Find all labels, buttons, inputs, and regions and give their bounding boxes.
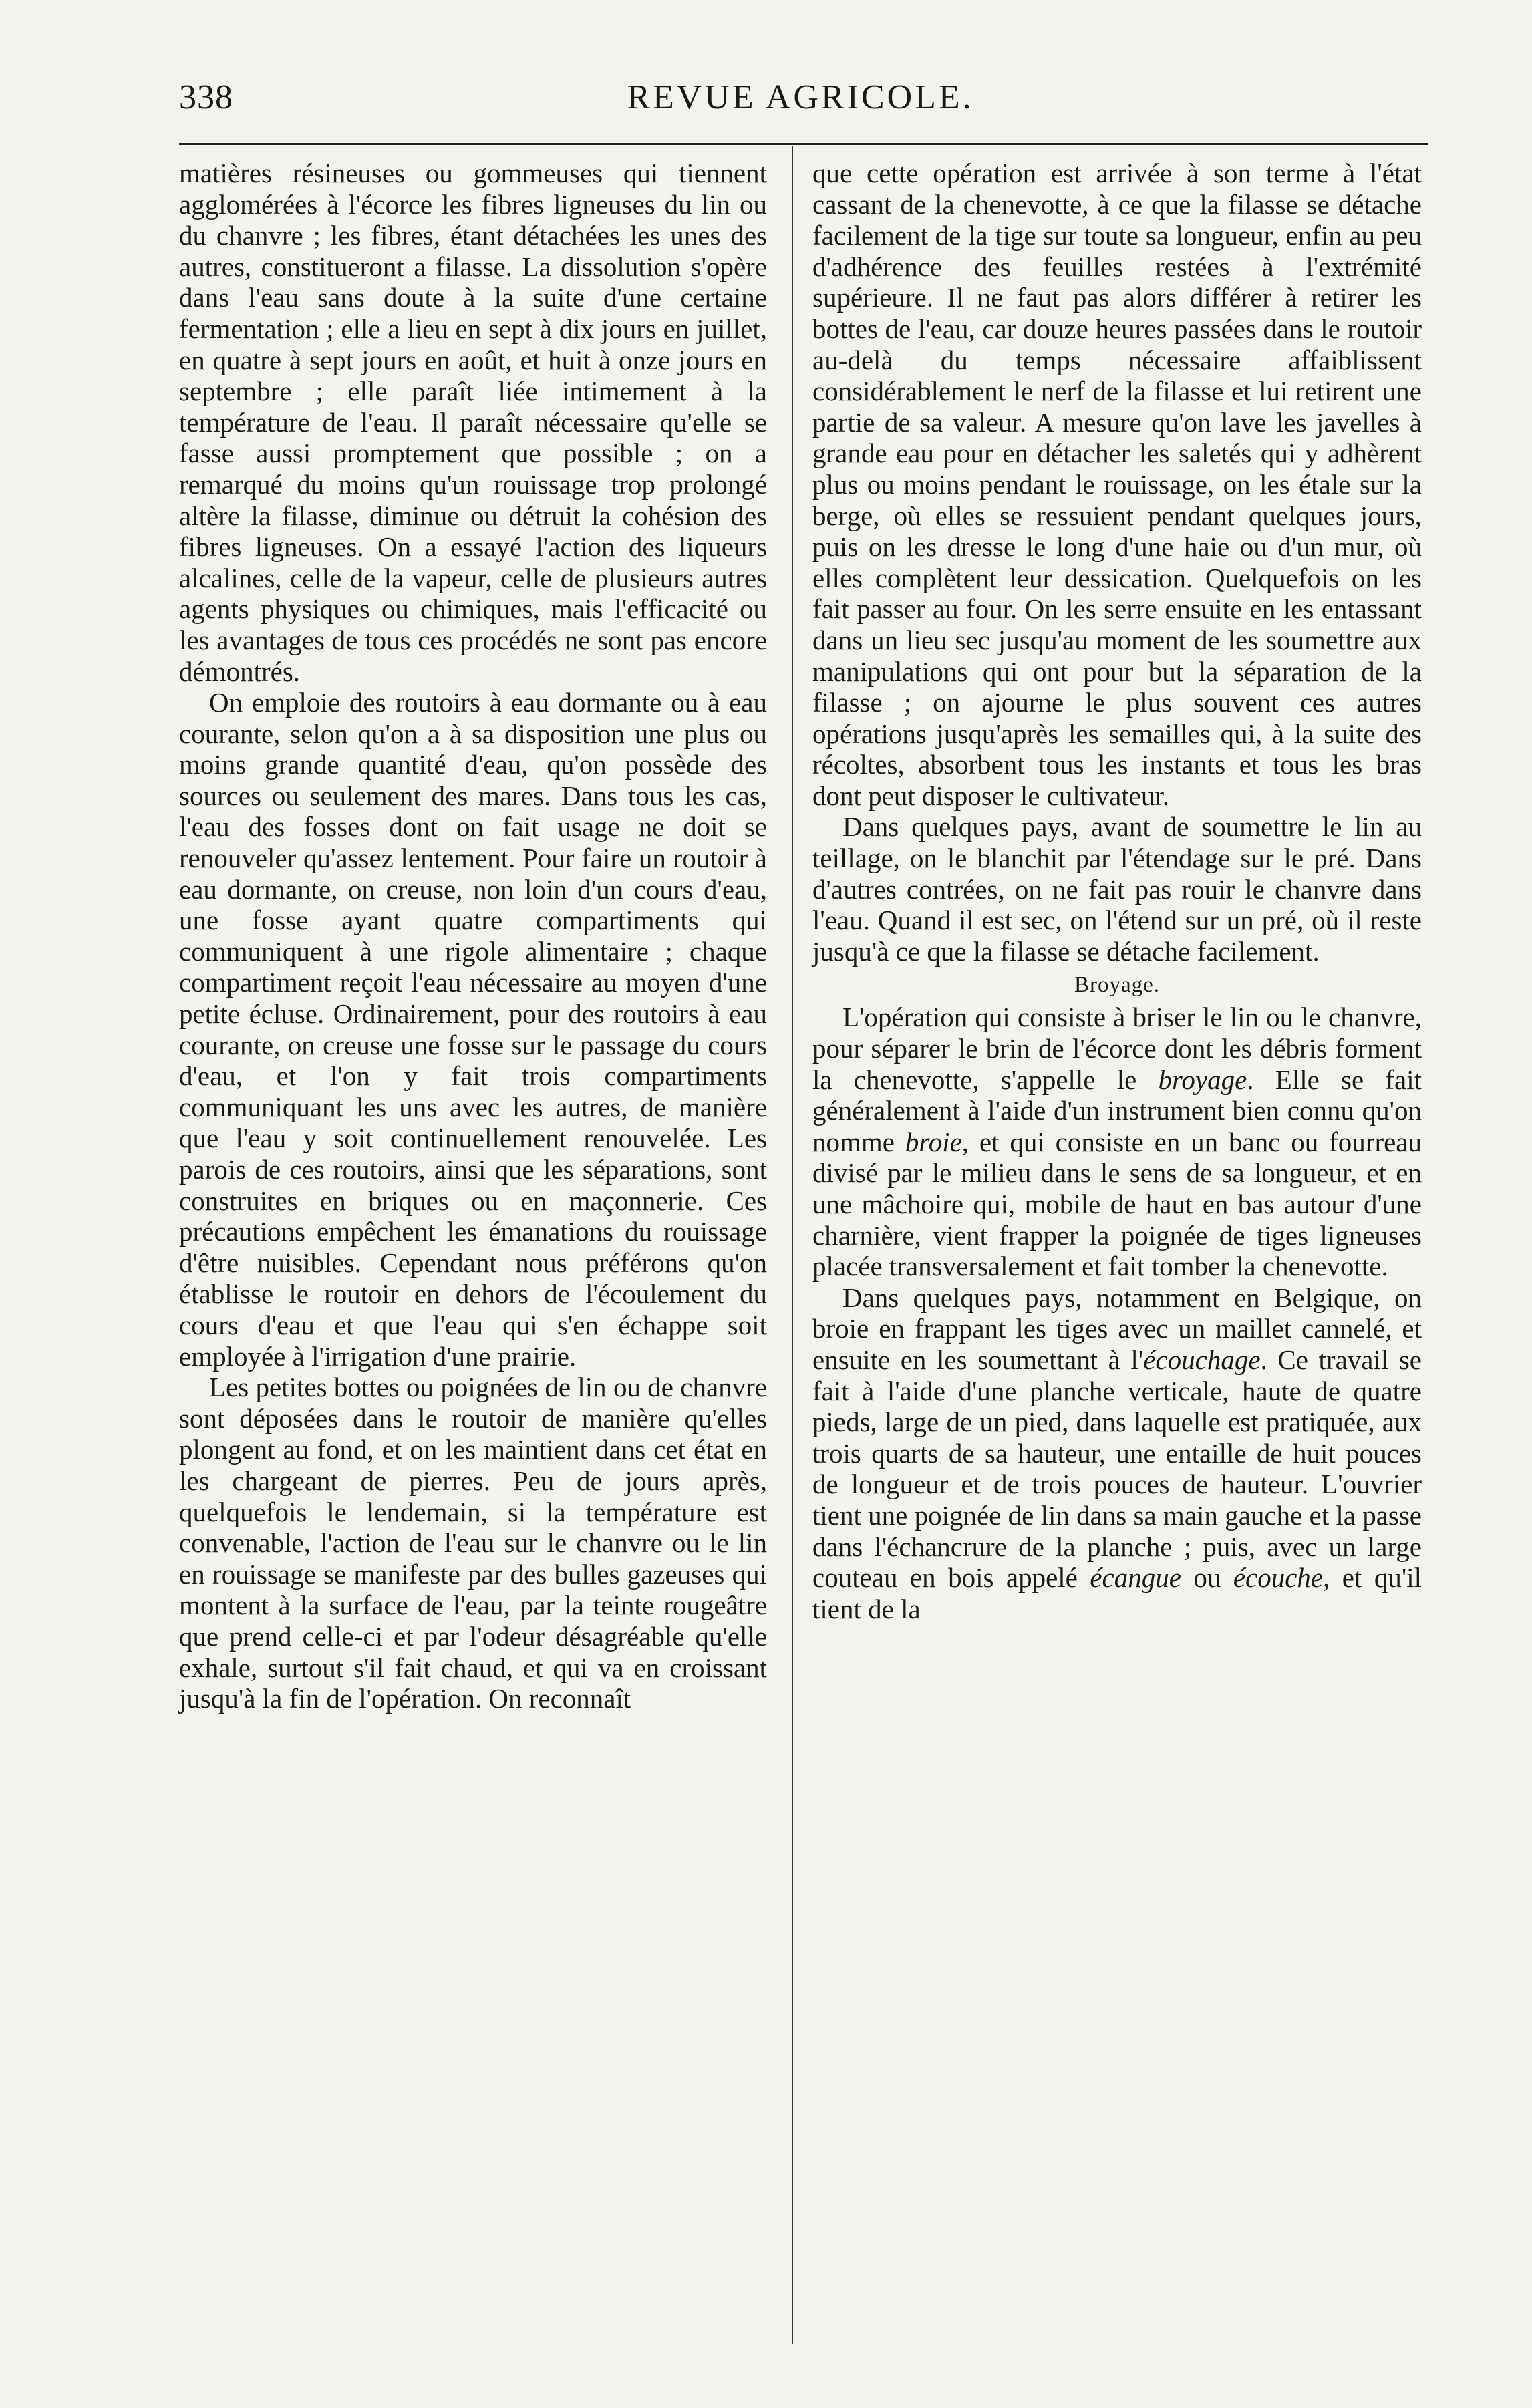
italic-term: écangue: [1090, 1562, 1181, 1594]
page-header: [172, 78, 1428, 138]
text-run: Dans quelques pays, notamment en Belgique, on broie en frappant les tiges avec un maillet cannelé, et ensuite en les soumettant à l': [812, 1282, 1422, 1375]
paragraph: que cette opération est arrivée à son terme à l'état cassant de la chenevotte, à ce que la filasse se détache facilement de la tige sur toute sa longueur, enfin au peu d'adhérence des feuilles restées à l'extrémité supérieure. Il ne faut pas alors différer à retirer les bottes de l'eau, car douze heures passées dans le routoir au-delà du temps nécessaire affaiblissent considérablement le nerf de la filasse et lui retirent une partie de sa valeur. A mesure qu'on lave les javelles à grande eau pour en détacher les saletés qui y adhèrent plus ou moins pendant le rouissage, on les étale sur la berge, où elles se ressuient pendant quelques jours, puis on les dresse le long d'une haie ou d'un mur, où elles complètent leur dessication. Quelquefois on les fait passer au four. On les serre ensuite en les entassant dans un lieu sec jusqu'au moment de les soumettre aux manipulations qui ont pour but la séparation de la filasse ; on ajourne le plus souvent ces autres opérations jusqu'après les semailles qui, à la suite des récoltes, absorbent tous les instants et tous les bras dont peut disposer le cultivateur.: [812, 158, 1422, 811]
page: [172, 64, 1428, 2363]
italic-term: broie: [905, 1126, 962, 1157]
paragraph: Dans quelques pays, avant de soumettre le lin au teillage, on le blanchit par l'étendage sur le pré. Dans d'autres contrées, on ne fait pas rouir le chanvre dans l'eau. Quand il est sec, on l'étend sur un pré, où il reste jusqu'à ce que la filasse se détache facilement.: [812, 811, 1422, 967]
paragraph: On emploie des routoirs à eau dormante ou à eau courante, selon qu'on a à sa disposition une plus ou moins grande quantité d'eau, qu'on possède des sources ou seulement des mares. Dans tous les cas, l'eau des fosses dont on fait usage ne doit se renouveler qu'assez lentement. Pour faire un routoir à eau dormante, on creuse, non loin d'un cours d'eau, une fosse ayant quatre compartiments qui communiquent à une rigole alimentaire ; chaque compartiment reçoit l'eau nécessaire au moyen d'une petite écluse. Ordinairement, pour des routoirs à eau courante, on creuse une fosse sur le passage du cours d'eau, et l'on y fait trois compartiments communiquant les uns avec les autres, de manière que l'eau y soit continuellement renouvelée. Les parois de ces routoirs, ainsi que les séparations, sont construites en briques ou en maçonnerie. Ces précautions empêchent les émanations du rouissage d'être nuisibles. Cependant nous préférons qu'on établisse le routoir en dehors de l'écoulement du cours d'eau et que l'eau qui s'en échappe soit employée à l'irrigation d'une prairie.: [179, 687, 767, 1372]
page-number: 338: [179, 78, 233, 116]
italic-term: broyage: [1158, 1064, 1247, 1095]
paragraph: matières résineuses ou gommeuses qui tiennent agglomérées à l'écorce les fibres ligneuses du lin ou du chanvre ; les fibres, étant détachées les unes des autres, constitueront a filasse. La dissolution s'opère dans l'eau sans doute à la suite d'une certaine fermentation ; elle a lieu en sept à dix jours en juillet, en quatre à sept jours en août, et huit à onze jours en septembre ; elle paraît liée intimement à la température de l'eau. Il paraît nécessaire qu'elle se fasse aussi promptement que possible ; on a remarqué du moins qu'un rouissage trop prolongé altère la filasse, diminue ou détruit la cohésion des fibres ligneuses. On a essayé l'action des liqueurs alcalines, celle de la vapeur, celle de plusieurs autres agents physiques ou chimiques, mais l'efficacité ou les avantages de tous ces procédés ne sont pas encore démontrés.: [179, 158, 767, 687]
italic-term: écouche: [1233, 1562, 1324, 1594]
paragraph: [812, 1002, 1422, 1282]
column-divider: [792, 146, 793, 2344]
text-run: ou: [1181, 1562, 1233, 1594]
italic-term: écouchage: [1143, 1344, 1261, 1375]
header-rule: [179, 143, 1428, 145]
text-run: L'opération qui consiste à briser le lin ou le chanvre, pour séparer le brin de l'écorce dont les débris forment la chenevotte, s'appelle le: [812, 1002, 1422, 1095]
left-column: [179, 158, 767, 1714]
running-title: REVUE AGRICOLE.: [627, 78, 974, 116]
section-title: Broyage.: [1074, 973, 1161, 998]
text-run: . Ce travail se fait à l'aide d'une planche verticale, haute de quatre pieds, large de un pied, dans laquelle est pratiquée, aux trois quarts de sa hauteur, une entaille de huit pouces de longueur et de trois pouces de hauteur. L'ouvrier tient une poignée de lin dans sa main gauche et la passe dans l'échancrure de la planche ; puis, avec un large couteau en bois appelé: [812, 1344, 1422, 1594]
right-column: [812, 158, 1422, 1624]
paragraph: [812, 1282, 1422, 1625]
text-run: . Elle se fait généralement à l'aide d'un instrument bien connu qu'on nomme: [812, 1064, 1422, 1157]
text-run: , et qui consiste en un banc ou fourreau divisé par le milieu dans le sens de sa longueur, et en une mâchoire qui, mobile de haut en bas autour d'une charnière, vient frapper la poignée de tiges ligneuses placée transversalement et fait tomber la chenevotte.: [812, 1126, 1422, 1282]
paragraph: Les petites bottes ou poignées de lin ou de chanvre sont déposées dans le routoir de manière qu'elles plongent au fond, et on les maintient dans cet état en les chargeant de pierres. Peu de jours après, quelquefois le lendemain, si la température est convenable, l'action de l'eau sur le chanvre ou le lin en rouissage se manifeste par des bulles gazeuses qui montent à la surface de l'eau, par la teinte rougeâtre que prend celle-ci et par l'odeur désagréable qu'elle exhale, surtout s'il fait chaud, et qui va en croissant jusqu'à la fin de l'opération. On reconnaît: [179, 1372, 767, 1714]
text-run: , et qu'il tient de la: [812, 1562, 1422, 1624]
